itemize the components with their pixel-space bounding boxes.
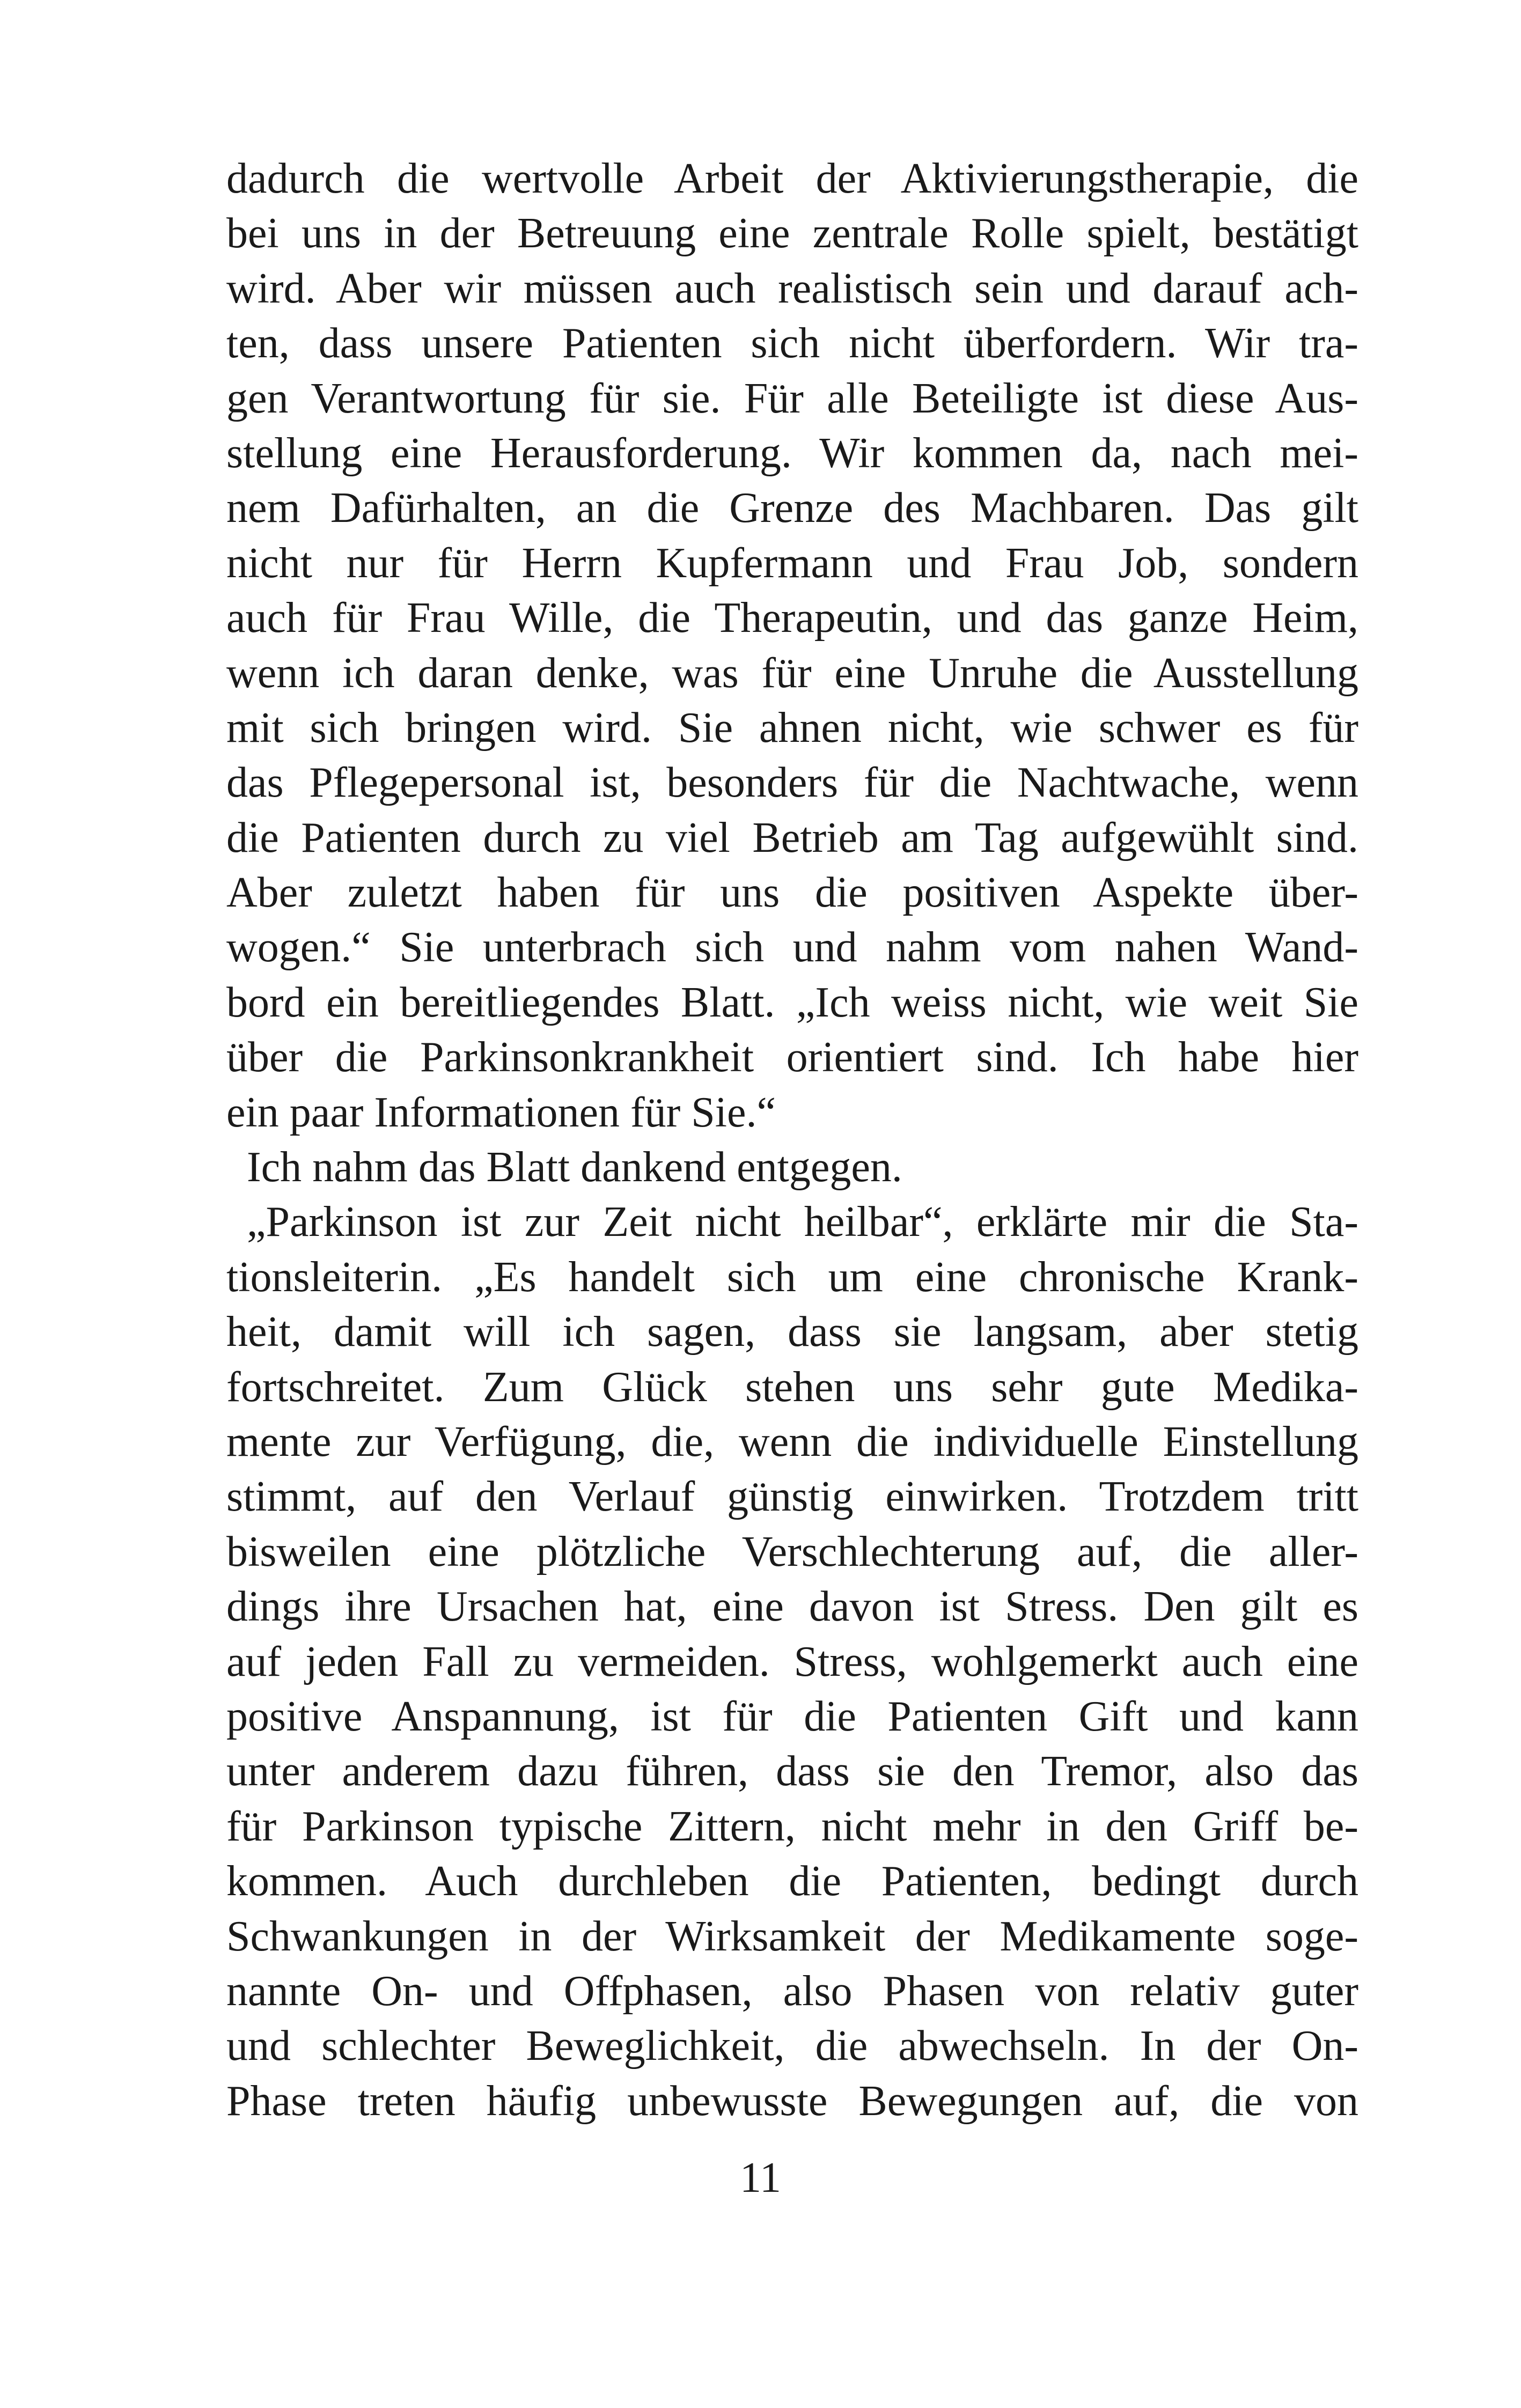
text-line: heit, damit will ich sagen, dass sie langsam, aber stetig — [226, 1308, 1358, 1356]
text-line: nannte On- und Offphasen, also Phasen von relativ guter — [226, 1967, 1358, 2015]
body-text — [226, 151, 1358, 2129]
text-line: auch für Frau Wille, die Therapeutin, und das ganze Heim, — [226, 594, 1358, 642]
text-line: mente zur Verfügung, die, wenn die individuelle Einstellung — [226, 1418, 1358, 1466]
text-line: bei uns in der Betreuung eine zentrale Rolle spielt, bestätigt — [226, 210, 1358, 257]
text-line: und schlechter Beweglichkeit, die abwechseln. In der On- — [226, 2022, 1358, 2070]
text-line: wenn ich daran denke, was für eine Unruhe die Ausstellung — [226, 649, 1358, 697]
text-line: wogen.“ Sie unterbrach sich und nahm vom nahen Wand- — [226, 924, 1358, 971]
text-line: bisweilen eine plötzliche Verschlechterung auf, die aller- — [226, 1528, 1358, 1575]
text-line: Ich nahm das Blatt dankend entgegen. — [247, 1144, 902, 1191]
text-line: mit sich bringen wird. Sie ahnen nicht, wie schwer es für — [226, 704, 1358, 752]
text-line: nem Dafürhalten, an die Grenze des Machbaren. Das gilt — [226, 484, 1358, 532]
text-line: Phase treten häufig unbewusste Bewegungen auf, die von — [226, 2077, 1358, 2125]
text-line: Aber zuletzt haben für uns die positiven Aspekte über- — [226, 869, 1358, 917]
page-number: 11 — [739, 2154, 782, 2201]
text-line: ein paar Informationen für Sie.“ — [226, 1088, 776, 1136]
text-line: positive Anspannung, ist für die Patienten Gift und kann — [226, 1692, 1358, 1740]
text-line: gen Verantwortung für sie. Für alle Beteiligte ist diese Aus- — [226, 374, 1358, 422]
text-line: nicht nur für Herrn Kupfermann und Frau Job, sondern — [226, 539, 1358, 587]
text-line: tionsleiterin. „Es handelt sich um eine chronische Krank- — [226, 1253, 1358, 1301]
text-line: das Pflegepersonal ist, besonders für die Nachtwache, wenn — [226, 759, 1358, 807]
text-line: stellung eine Herausforderung. Wir kommen da, nach mei- — [226, 429, 1358, 477]
text-line: wird. Aber wir müssen auch realistisch sein und darauf ach- — [226, 264, 1358, 312]
text-line: bord ein bereitliegendes Blatt. „Ich weiss nicht, wie weit Sie — [226, 978, 1358, 1026]
text-line: unter anderem dazu führen, dass sie den Tremor, also das — [226, 1748, 1358, 1795]
text-line: auf jeden Fall zu vermeiden. Stress, wohlgemerkt auch eine — [226, 1638, 1358, 1685]
text-line: ten, dass unsere Patienten sich nicht überfordern. Wir tra- — [226, 320, 1358, 367]
text-line: über die Parkinsonkrankheit orientiert sind. Ich habe hier — [226, 1034, 1358, 1081]
text-line: stimmt, auf den Verlauf günstig einwirken. Trotzdem tritt — [226, 1473, 1358, 1521]
text-line: dadurch die wertvolle Arbeit der Aktivierungstherapie, die — [226, 155, 1358, 202]
text-line: kommen. Auch durchleben die Patienten, bedingt durch — [226, 1858, 1358, 1905]
text-line: für Parkinson typische Zittern, nicht mehr in den Griff be- — [226, 1802, 1358, 1850]
text-line: „Parkinson ist zur Zeit nicht heilbar“, erklärte mir die Sta- — [247, 1198, 1358, 1246]
text-line: fortschreitet. Zum Glück stehen uns sehr gute Medika- — [226, 1363, 1358, 1411]
text-line: dings ihre Ursachen hat, eine davon ist Stress. Den gilt es — [226, 1583, 1358, 1631]
text-line: Schwankungen in der Wirksamkeit der Medikamente soge- — [226, 1912, 1358, 1960]
text-line: die Patienten durch zu viel Betrieb am Tag aufgewühlt sind. — [226, 814, 1358, 861]
